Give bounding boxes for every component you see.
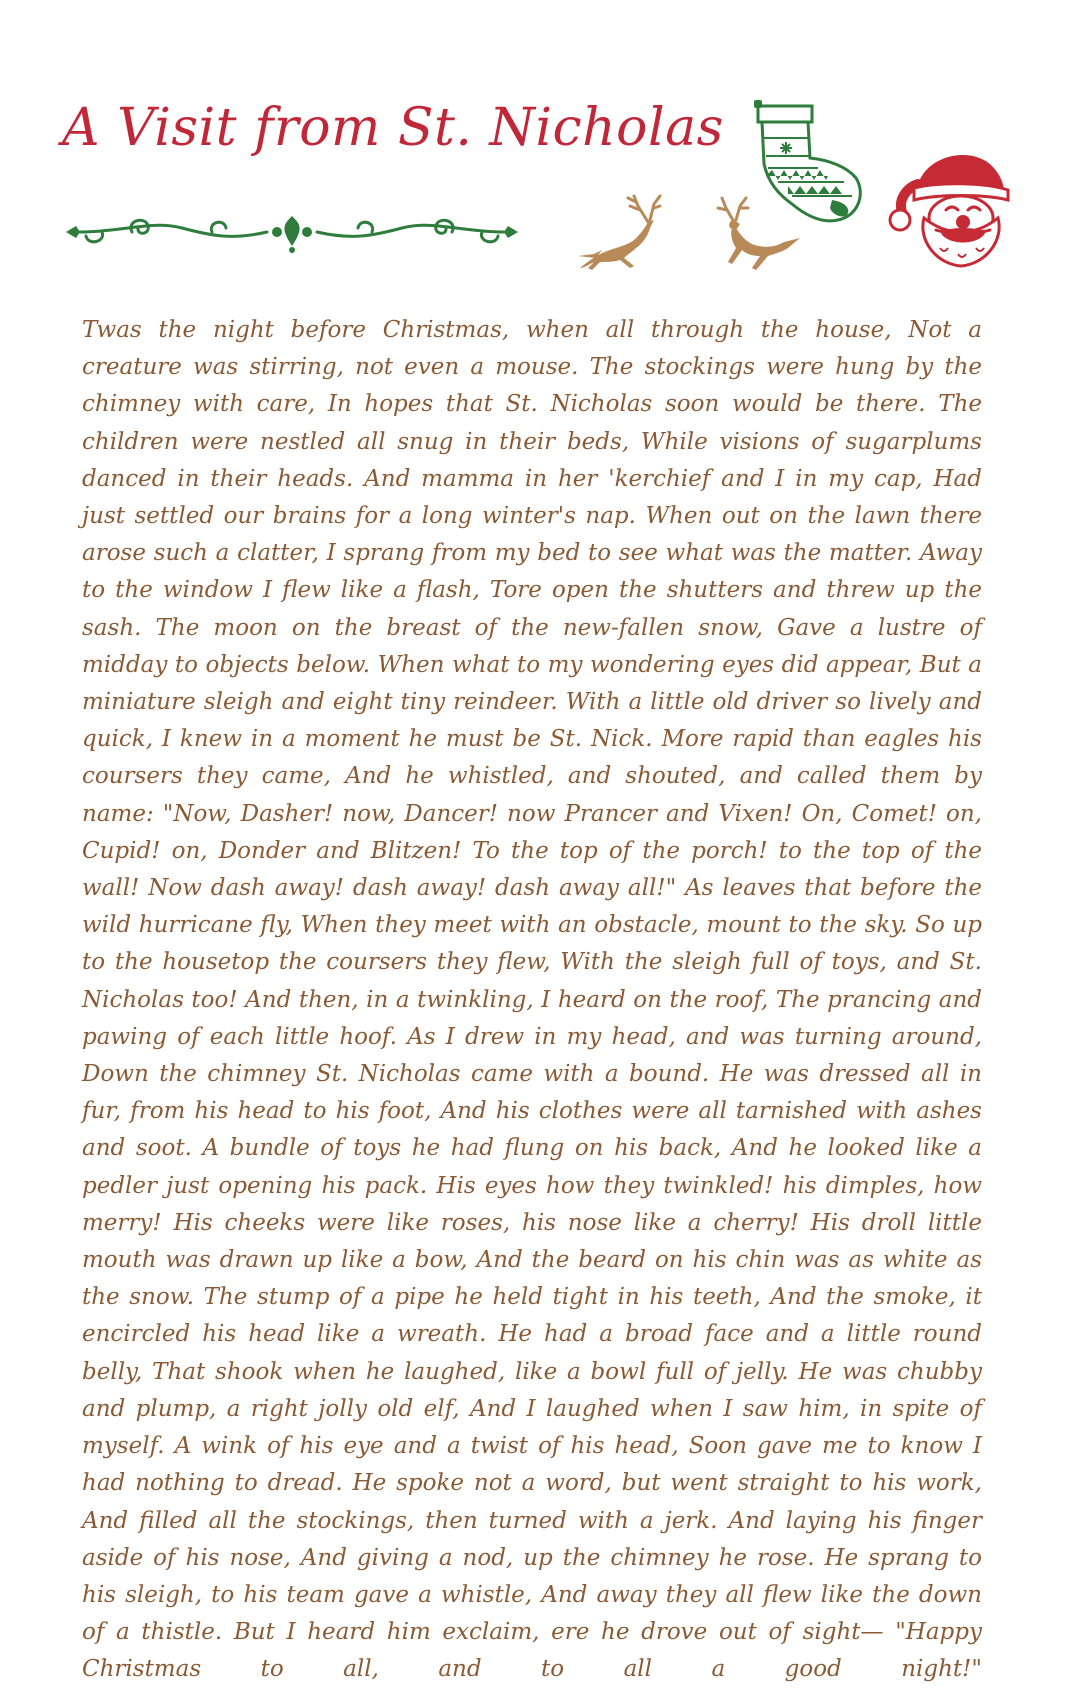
ornamental-flourish-icon bbox=[62, 210, 522, 254]
reindeer-icon bbox=[576, 192, 662, 274]
christmas-stocking-icon bbox=[748, 98, 868, 228]
santa-claus-icon bbox=[888, 144, 1018, 270]
poem-text: Twas the night before Christmas, when all through the house, Not a creature was stirring, not even a mouse. The stockings were hung by the chimney with care, In hopes that St. Nicholas soon would be there. The children were nestled all snug in their beds, While visions of sugarplums danced in their heads. And mamma in her 'kerchief and I in my cap, Had just settled our brains for a long winter's nap. When out on the lawn there arose such a clatter, I sprang from my bed to see what was the matter. Away to the window I flew like a flash, Tore open the shutters and threw up the sash. The moon on the breast of the new-fallen snow, Gave a lustre of midday to objects below. When what to my wondering eyes did appear, But a miniature sleigh and eight tiny reindeer. With a little old driver so lively and quick, I knew in a moment he must be St. Nick. More rapid than eagles his coursers they came, And he whistled, and shouted, and called them by name: "Now, Dasher! now, Dancer! now Prancer and Vixen! On, Comet! on, Cupid! on, Donder and Blitzen! To the top of the porch! to the top of the wall! Now dash away! dash away! dash away all!" As leaves that before the wild hurricane fly, When they meet with an obstacle, mount to the sky. So up to the housetop the coursers they flew, With the sleigh full of toys, and St. Nicholas too! And then, in a twinkling, I heard on the roof, The prancing and pawing of each little hoof. As I drew in my head, and was turning around, Down the chimney St. Nicholas came with a bound. He was dressed all in fur, from his head to his foot, And his clothes were all tarnished with ashes and soot. A bundle of toys he had flung on his back, And he looked like a pedler just opening his pack. His eyes how they twinkled! his dimples, how merry! His cheeks were like roses, his nose like a cherry! His droll little mouth was drawn up like a bow, And the beard on his chin was as white as the snow. The stump of a pipe he held tight in his teeth, And the smoke, it encircled his head like a wreath. He had a broad face and a little round belly, That shook when he laughed, like a bowl full of jelly. He was chubby and plump, a right jolly old elf, And I laughed when I saw him, in spite of myself. A wink of his eye and a twist of his head, Soon gave me to know I had nothing to dread. He spoke not a word, but went straight to his work, And filled all the stockings, then turned with a jerk. And laying his finger aside of his nose, And giving a nod, up the chimney he rose. He sprang to his sleigh, to his team gave a whistle, And away they all flew like the down of a thistle. But I heard him exclaim, ere he drove out of sight— "Happy Christmas to all, and to all a good night!" bbox=[82, 317, 982, 1683]
page-title: A Visit from St. Nicholas bbox=[62, 98, 724, 158]
